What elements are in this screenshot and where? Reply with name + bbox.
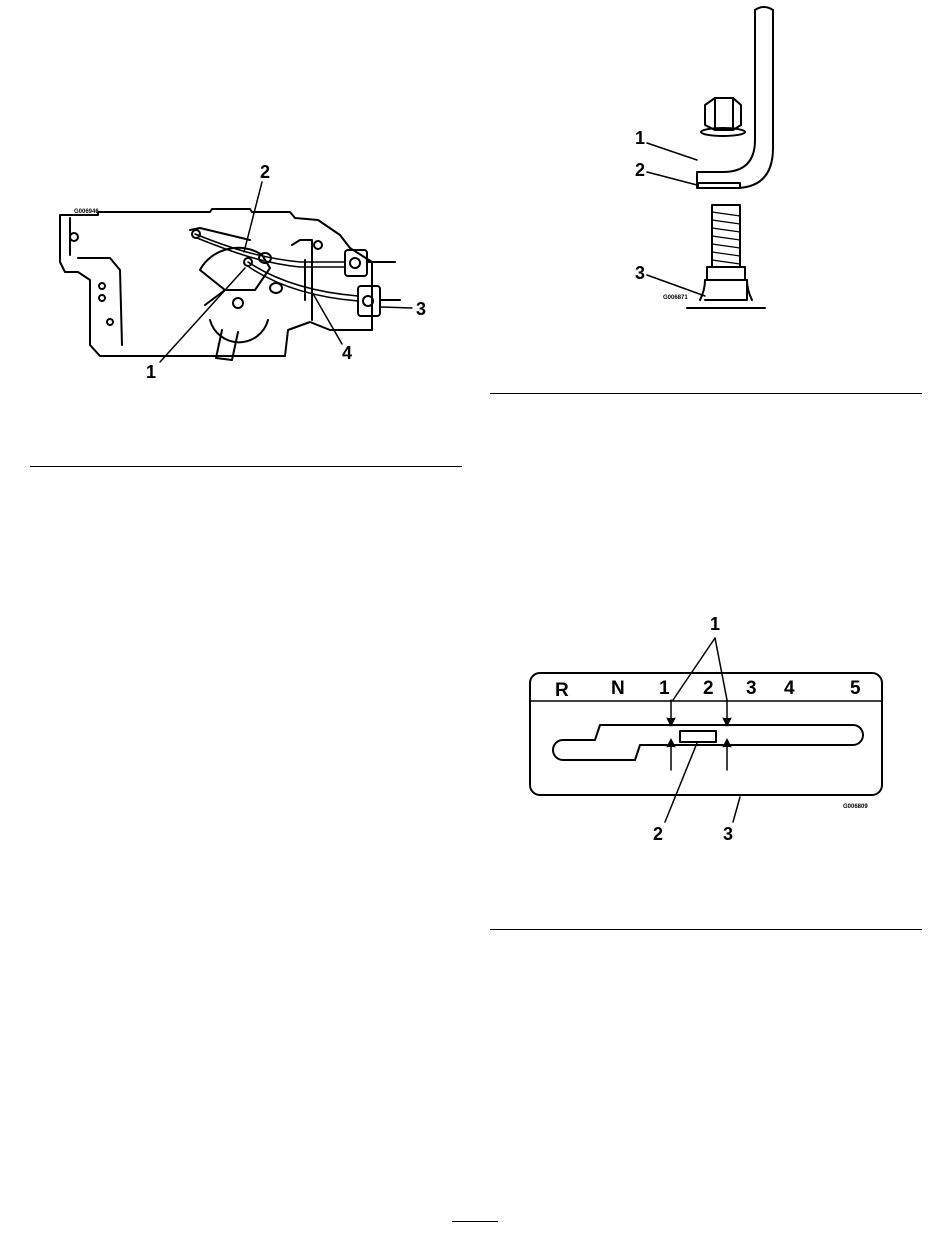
- callout-3: 3: [416, 299, 427, 319]
- leader-1b: [715, 638, 727, 700]
- page-number-rule: [452, 1221, 498, 1222]
- callout-1: 1: [635, 128, 646, 148]
- callout-1: 1: [710, 614, 721, 634]
- callout-2: 2: [635, 160, 646, 180]
- separator-shift-figure: [490, 929, 922, 930]
- figure-code: G006946: [74, 209, 99, 215]
- leader-1: [160, 268, 245, 362]
- gear-1: 1: [659, 678, 670, 699]
- shift-lever: [680, 731, 716, 742]
- figure-shift-plate: [475, 600, 950, 860]
- callout-2: 2: [260, 162, 271, 182]
- leader-4: [312, 292, 342, 344]
- gear-R: R: [555, 680, 569, 701]
- separator-left-figure: [30, 466, 462, 467]
- gear-N: N: [611, 678, 625, 699]
- figure-nut-washer: [475, 0, 950, 400]
- callout-3: 3: [635, 263, 646, 283]
- figure-code: G006871: [663, 295, 688, 301]
- cable-clamp-upper: [345, 250, 367, 276]
- washer: [698, 183, 740, 188]
- leader-2: [665, 743, 697, 822]
- cable-clamp-lower: [358, 286, 380, 316]
- leader-2: [647, 172, 697, 185]
- separator-nut-figure: [490, 393, 922, 394]
- gear-3: 3: [746, 678, 757, 699]
- callout-3: 3: [723, 824, 734, 844]
- leader-1: [647, 143, 697, 160]
- callout-4: 4: [342, 343, 353, 363]
- figure-code: G006809: [843, 804, 868, 810]
- gear-4: 4: [784, 678, 795, 699]
- callout-1: 1: [146, 362, 157, 382]
- nut: [705, 98, 741, 130]
- leader-3: [647, 275, 705, 296]
- gear-2: 2: [703, 678, 714, 699]
- leader-3: [733, 797, 740, 822]
- leader-2: [244, 182, 262, 252]
- stud-base: [707, 267, 745, 280]
- figure-cable-linkage: [0, 0, 475, 470]
- callout-2: 2: [653, 824, 664, 844]
- gear-5: 5: [850, 678, 861, 699]
- leader-3: [380, 307, 412, 308]
